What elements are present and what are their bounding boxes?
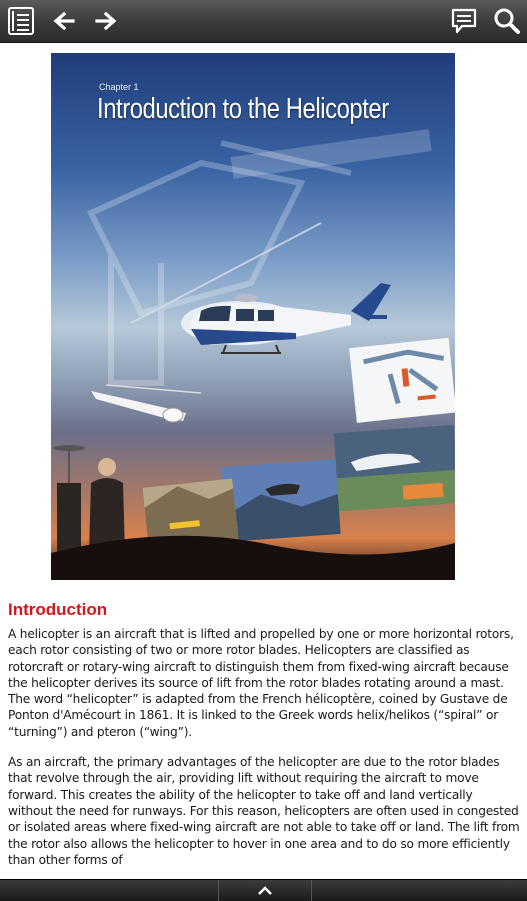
back-button[interactable]: [48, 5, 80, 37]
section-heading: Introduction: [8, 600, 108, 619]
article-content: [8, 600, 520, 882]
chevron-up-icon: [257, 885, 273, 897]
paragraph-1: A helicopter is an aircraft that is lifted and propelled by one or more horizontal rotors, each rotor consisting of two or more rotor blades. Helicopters are classified as rotorcraft or rotary-wing aircraft to distinguish them from fixed-wing aircraft because the helicopter derives its source of lift from the rotor blades rotating around a mast. The word “helicopter” is adapted from the French hélicoptère, coined by Gustave de Ponton d'Amécourt in 1861. It is linked to the Greek words helix/helikos (“spiral” or “turning”) and pteron (“wing”).: [8, 627, 514, 739]
forward-button[interactable]: [90, 5, 122, 37]
back-arrow-icon: [51, 8, 77, 34]
paragraph-2: As an aircraft, the primary advantages of the helicopter are due to the rotor blades that revolve through the air, providing lift without requiring the aircraft to move forward. This creates the ability of the helicopter to take off and land vertically without the need for runways. For this reason, helicopters are often used in congested or isolated areas where fixed-wing aircraft are not able to take off or land. The lift from the rotor also allows the helicopter to hover in one area and to do so more efficiently than other forms of: [8, 755, 520, 867]
top-toolbar: [0, 0, 527, 43]
comment-icon: [449, 6, 479, 36]
expand-toolbar-button[interactable]: [218, 880, 312, 901]
search-icon: [492, 6, 522, 36]
table-of-contents-icon: [6, 6, 36, 36]
cover-artwork: [51, 53, 455, 580]
table-of-contents-button[interactable]: [5, 5, 37, 37]
comment-button[interactable]: [448, 5, 480, 37]
bottom-bar: [0, 879, 527, 901]
search-button[interactable]: [491, 5, 523, 37]
chapter-label: Chapter 1: [99, 82, 139, 92]
cover-title: Introduction to the Helicopter: [97, 93, 389, 125]
forward-arrow-icon: [93, 8, 119, 34]
chapter-cover-image: [51, 53, 455, 580]
